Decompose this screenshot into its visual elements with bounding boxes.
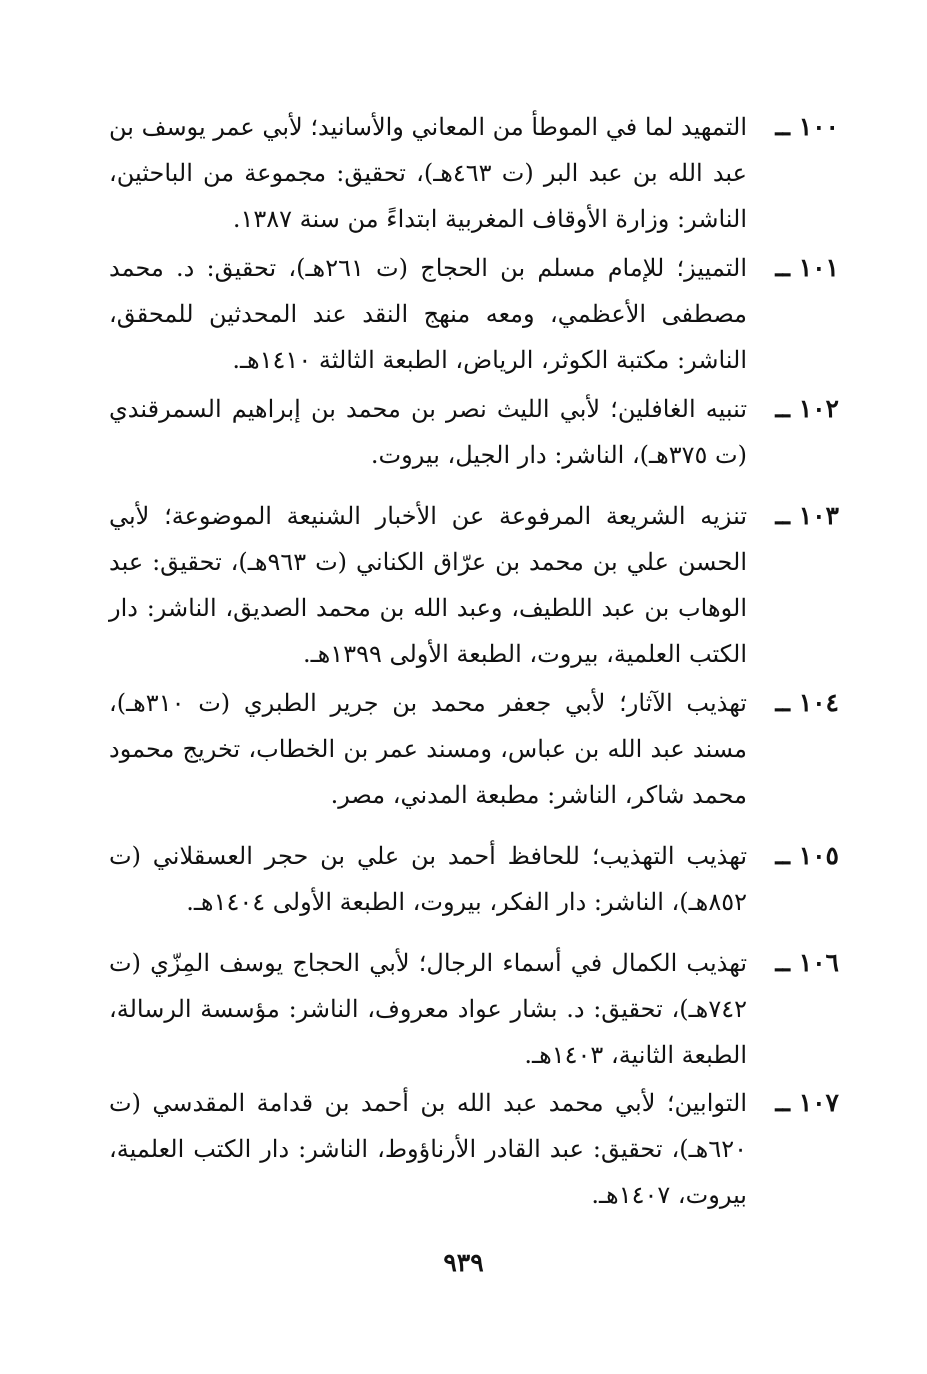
bibliography-entry-100 [109,104,839,242]
entry-number: ١٠٤ ــ [775,688,839,717]
entry-text: تهذيب التهذيب؛ للحافظ أحمد بن علي بن حجر العسقلاني (ت ٨٥٢هـ)، الناشر: دار الفكر، بيروت، الطبعة الأولى ١٤٠٤هـ. [109,842,747,916]
bibliography-entry-101 [109,245,839,383]
entry-number: ١٠٠ ــ [775,112,839,141]
entry-number: ١٠٣ ــ [775,501,839,530]
entry-number: ١٠٥ ــ [775,841,839,870]
entry-number: ١٠١ ــ [775,253,839,282]
entry-number: ١٠٢ ــ [775,394,839,423]
entry-text: التمييز؛ للإمام مسلم بن الحجاج (ت ٢٦١هـ)، تحقيق: د. محمد مصطفى الأعظمي، ومعه منهج النقد عند المحدثين للمحقق، الناشر: مكتبة الكوثر، الرياض، الطبعة الثالثة ١٤١٠هـ. [109,254,748,374]
bibliography-entry-103 [109,493,839,677]
bibliography-entry-102 [109,386,839,478]
bibliography-entry-105 [109,833,839,925]
entry-text: تنزيه الشريعة المرفوعة عن الأخبار الشنيعة الموضوعة؛ لأبي الحسن علي بن محمد بن عرّاق الكناني (ت ٩٦٣هـ)، تحقيق: عبد الوهاب بن عبد اللطيف، وعبد الله بن محمد الصديق، الناشر: دار الكتب العلمية، بيروت، الطبعة الأولى ١٣٩٩هـ. [109,502,748,668]
entry-text: تنبيه الغافلين؛ لأبي الليث نصر بن محمد بن إبراهيم السمرقندي (ت ٣٧٥هـ)، الناشر: دار الجيل، بيروت. [109,395,747,469]
entry-number: ١٠٧ ــ [775,1088,839,1117]
entry-text: تهذيب الكمال في أسماء الرجال؛ لأبي الحجاج يوسف المِزّي (ت ٧٤٢هـ)، تحقيق: د. بشار عواد معروف، الناشر: مؤسسة الرسالة، الطبعة الثانية، ١٤٠٣هـ. [109,949,747,1069]
bibliography-entry-104 [109,680,839,818]
bibliography-entry-107 [109,1080,839,1218]
bibliography-entry-106 [109,940,839,1078]
entry-text: التمهيد لما في الموطأ من المعاني والأسانيد؛ لأبي عمر يوسف بن عبد الله بن عبد البر (ت ٤٦٣هـ)، تحقيق: مجموعة من الباحثين، الناشر: وزارة الأوقاف المغربية ابتداءً من سنة ١٣٨٧. [109,113,747,233]
entry-text: تهذيب الآثار؛ لأبي جعفر محمد بن جرير الطبري (ت ٣١٠هـ)، مسند عبد الله بن عباس، ومسند عمر بن الخطاب، تخريج محمود محمد شاكر، الناشر: مطبعة المدني، مصر. [109,689,747,809]
entry-number: ١٠٦ ــ [775,948,839,977]
entry-text: التوابين؛ لأبي محمد عبد الله بن أحمد بن قدامة المقدسي (ت ٦٢٠هـ)، تحقيق: عبد القادر الأرناؤوط، الناشر: دار الكتب العلمية، بيروت، ١٤٠٧هـ. [109,1089,747,1209]
page-number: ٩٣٩ [443,1248,484,1277]
